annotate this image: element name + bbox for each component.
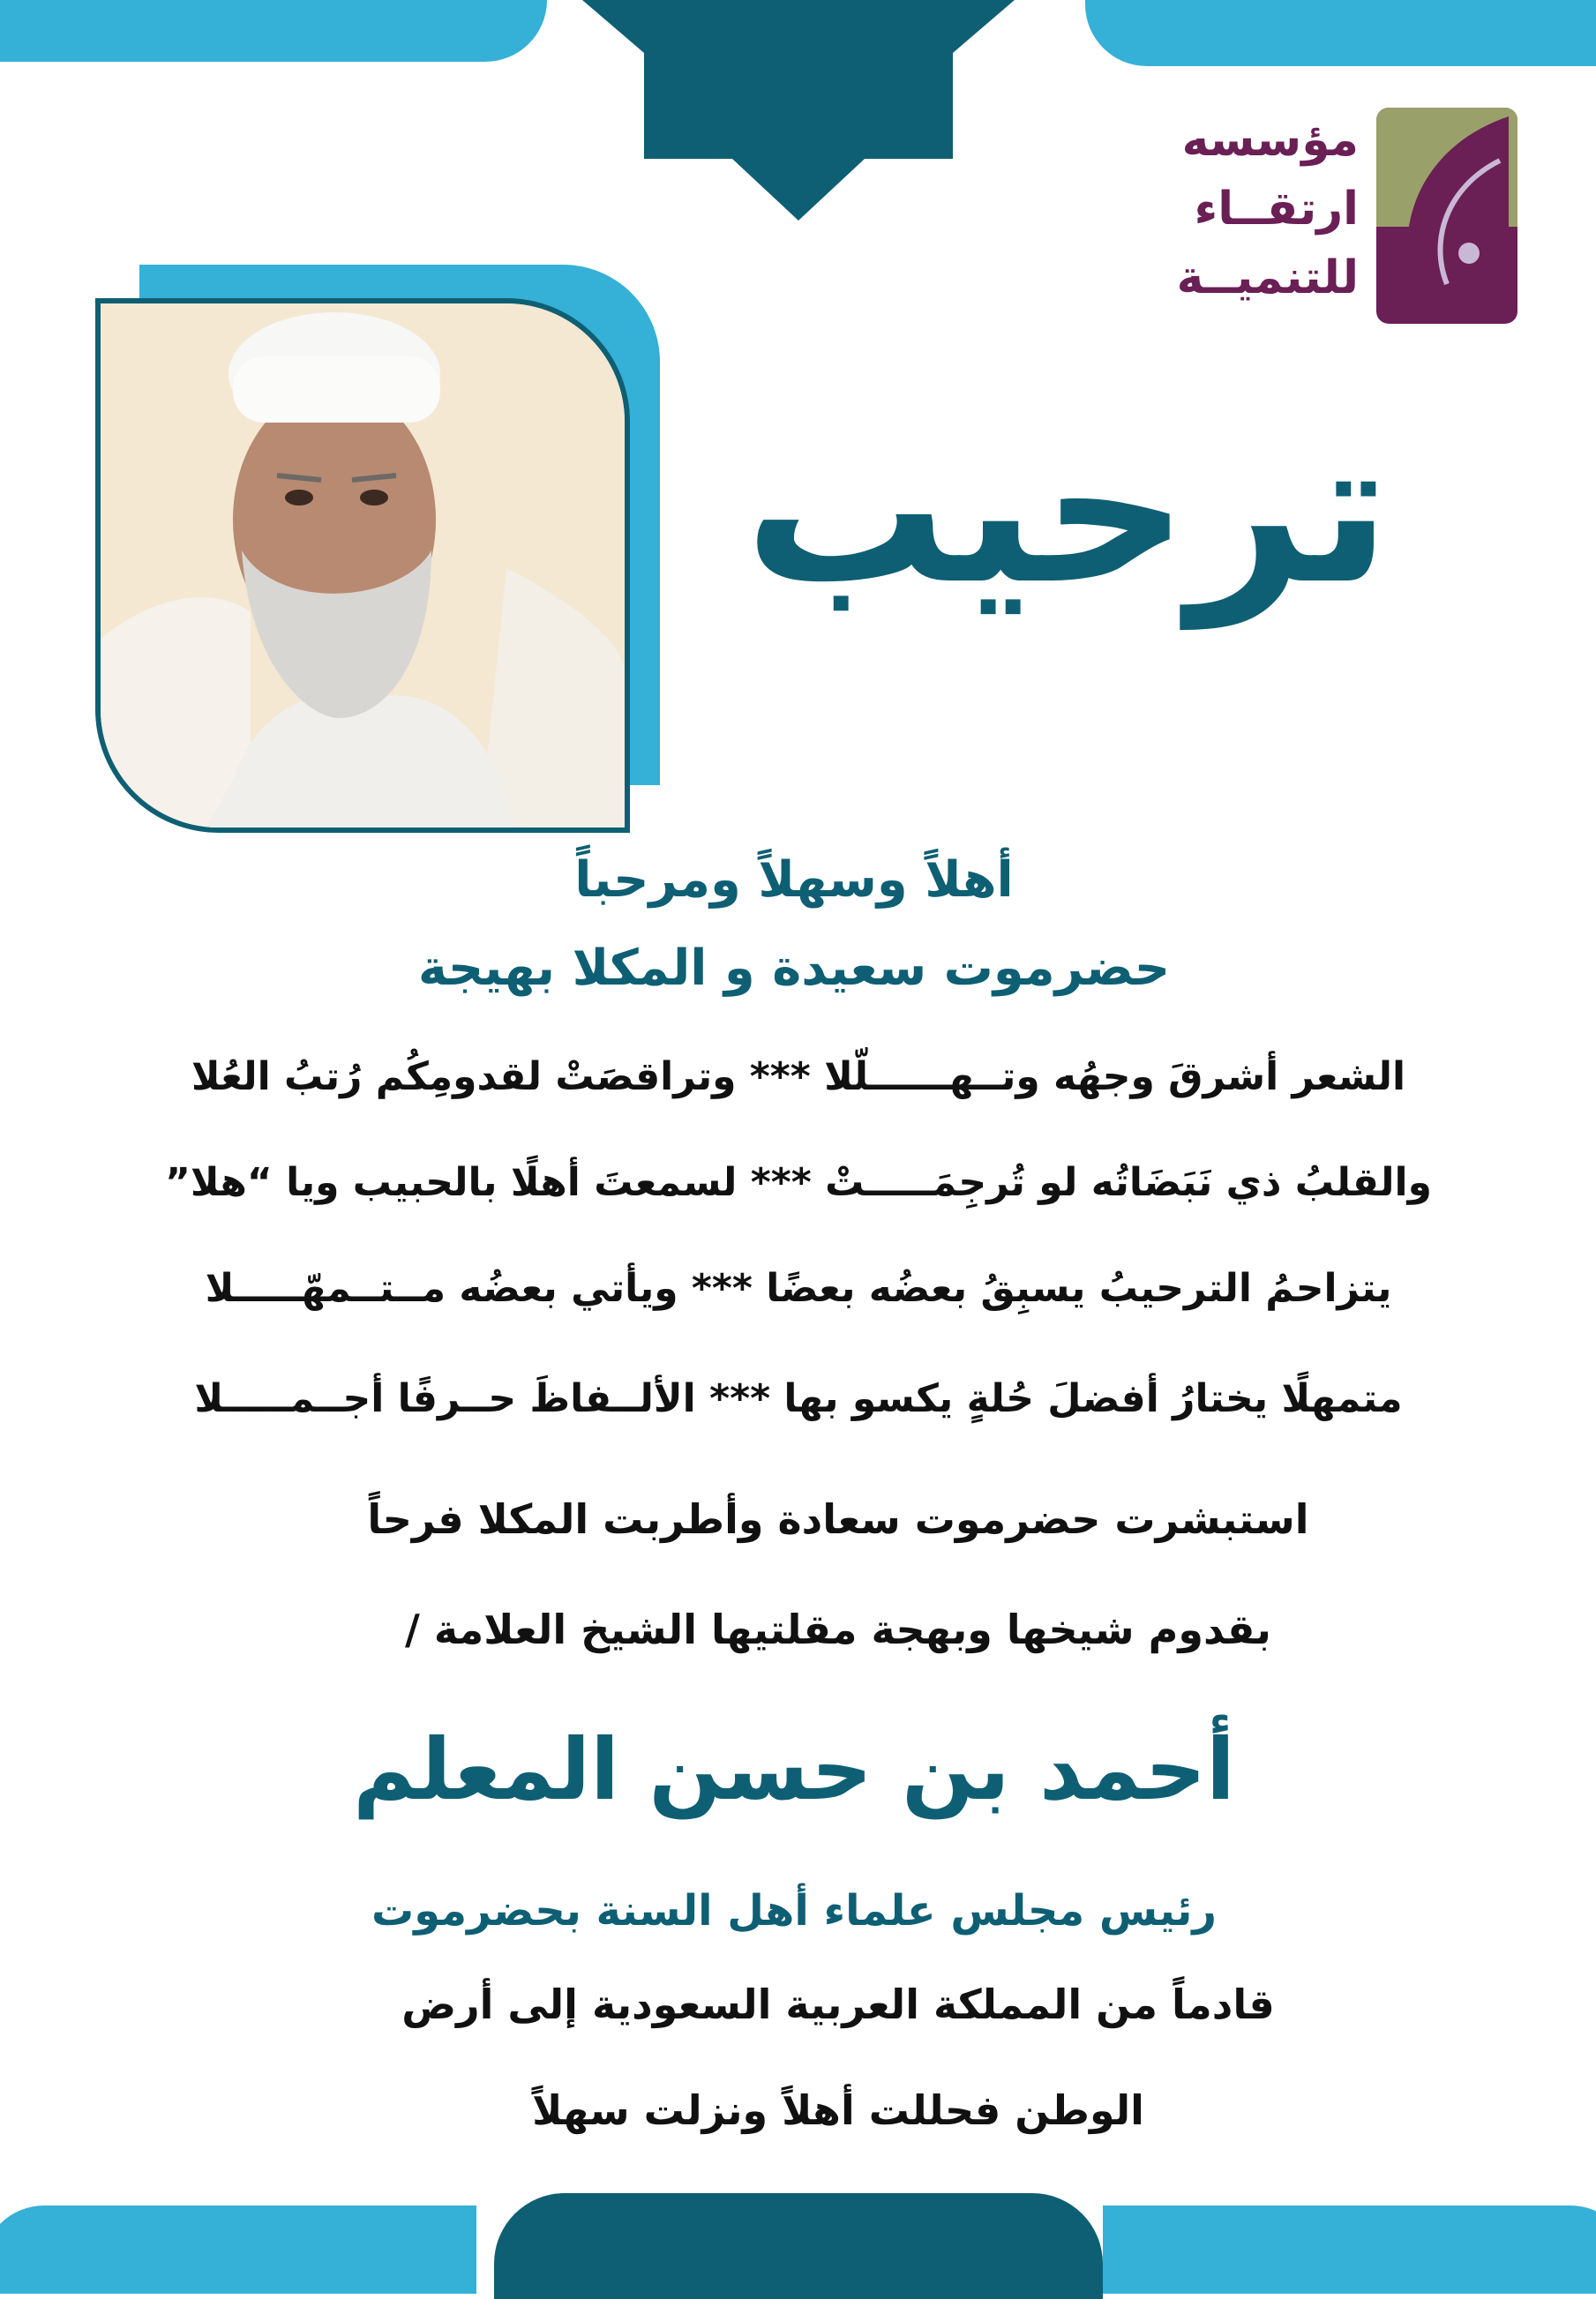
welcome-title: ترحيب [744,393,1391,629]
body-line1: استبشرت حضرموت سعادة وأطربت المكلا فرحاً [367,1495,1309,1543]
sheikh-role: رئيس مجلس علماء أهل السنة بحضرموت [371,1886,1217,1936]
organization-name-line2: ارتقــاء [1194,183,1359,236]
top-right-decor-bar [1085,0,1596,66]
greeting-line1: أهلاً وسهلاً ومرحباً [574,851,1014,909]
organization-logo [1376,108,1517,324]
poem-verse-2: والقلبُ ذي نَبَضَاتُه لو تُرجِمَـــــتْ *** لسمعتَ أهلًا بالحبيب ويا “هلا” [165,1160,1432,1205]
organization-name-line1: مؤسسه [1181,114,1359,167]
bottom-center-decor [494,2193,1103,2299]
closing-line2: الوطن فحللت أهلاً ونزلت سهلاً [532,2086,1144,2134]
organization-name [1129,106,1359,312]
body-line2: بقدوم شيخها وبهجة مقلتيها الشيخ العلامة / [405,1606,1271,1653]
sheikh-portrait [95,298,630,833]
top-left-decor-bar [0,0,547,62]
top-ribbon-decor [582,0,1015,225]
bottom-left-decor-bar [0,2205,476,2294]
organization-name-line3: للتنميــة [1176,251,1359,304]
bottom-right-decor-bar [1103,2205,1596,2294]
poem-verse-4: متمهلًا يختارُ أفضلَ حُلةٍ يكسو بها *** الألــفاظَ حــرفًا أجــمـــــلا [194,1376,1403,1421]
poem-verse-1: الشعر أشرقَ وجهُه وتــهــــــلّلا *** وتراقصَتْ لقدومِكُم رُتبُ العُلا [191,1054,1406,1099]
sheikh-name: أحمد بن حسن المعلم [353,1720,1235,1819]
greeting-line2: حضرموت سعيدة و المكلا بهيجة [417,940,1171,997]
poem-verse-3: يتزاحمُ الترحيبُ يسبِقُ بعضُه بعضًا *** ويأتي بعضُه مــتــمهّـــــلا [205,1266,1392,1311]
closing-line1: قادماً من المملكة العربية السعودية إلى أرض [401,1981,1275,2028]
